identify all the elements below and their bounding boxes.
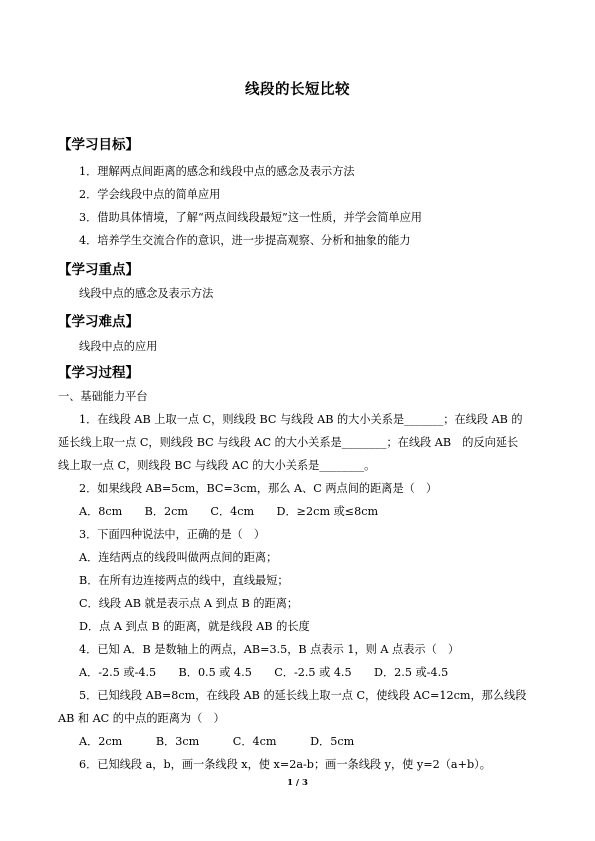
process-line: 2．如果线段 AB=5cm，BC=3cm，那么 A、C 两点间的距离是（ ） [79,482,438,495]
key-text: 线段中点的感念及表示方法 [79,287,214,300]
process-line: 5．已知线段 AB=8cm，在线段 AB 的延长线上取一点 C，使线段 AC=12cm，那么线段 [79,689,527,702]
process-line: 一、基础能力平台 [58,390,148,403]
goal-item-3: 3．借助具体情境，了解“两点间线段最短”这一性质，并学会简单应用 [79,211,422,224]
page-number: 1 / 3 [287,778,308,788]
process-line: D．点 A 到点 B 的距离，就是线段 AB 的长度 [79,620,310,633]
process-line: B．在所有边连接两点的线中，直线最短； [79,574,289,587]
heading-goals: 【学习目标】 [58,137,139,153]
process-line: 4．已知 A．B 是数轴上的两点，AB=3.5，B 点表示 1，则 A 点表示（ ） [79,643,460,656]
goal-item-1: 1．理解两点间距离的感念和线段中点的感念及表示方法 [79,165,355,178]
process-line: 延长线上取一点 C，则线段 BC 与线段 AC 的大小关系是________；在线段 AB 的反向延长 [58,436,519,449]
goal-item-2: 2．学会线段中点的简单应用 [79,188,221,201]
process-line: A．-2.5 或-4.5 B．0.5 或 4.5 C．-2.5 或 4.5 D．2.5 或-4.5 [79,666,449,679]
heading-key: 【学习重点】 [58,262,139,278]
process-line: AB 和 AC 的中点的距离为（ ） [58,712,225,725]
page-title: 线段的长短比较 [245,82,350,98]
difficulty-text: 线段中点的应用 [79,340,158,353]
process-line: C．线段 AB 就是表示点 A 到点 B 的距离； [79,597,299,610]
process-line: 6．已知线段 a，b，画一条线段 x，使 x=2a-b；画一条线段 y，使 y=2（a+b）。 [79,758,491,771]
process-line: A．2cm B．3cm C．4cm D．5cm [79,735,355,748]
process-line: A．连结两点的线段叫做两点间的距离； [79,551,278,564]
heading-process: 【学习过程】 [58,365,139,381]
heading-difficulty: 【学习难点】 [58,314,139,330]
process-line: 1．在线段 AB 上取一点 C，则线段 BC 与线段 AB 的大小关系是_______；在线段 AB 的 [79,413,523,426]
process-line: 线上取一点 C，则线段 BC 与线段 AC 的大小关系是________。 [58,459,376,472]
process-line: A．8cm B．2cm C．4cm D．≥2cm 或≤8cm [79,505,379,518]
process-line: 3．下面四种说法中，正确的是（ ） [79,528,266,541]
goal-item-4: 4．培养学生交流合作的意识，进一步提高观察、分析和抽象的能力 [79,234,411,247]
